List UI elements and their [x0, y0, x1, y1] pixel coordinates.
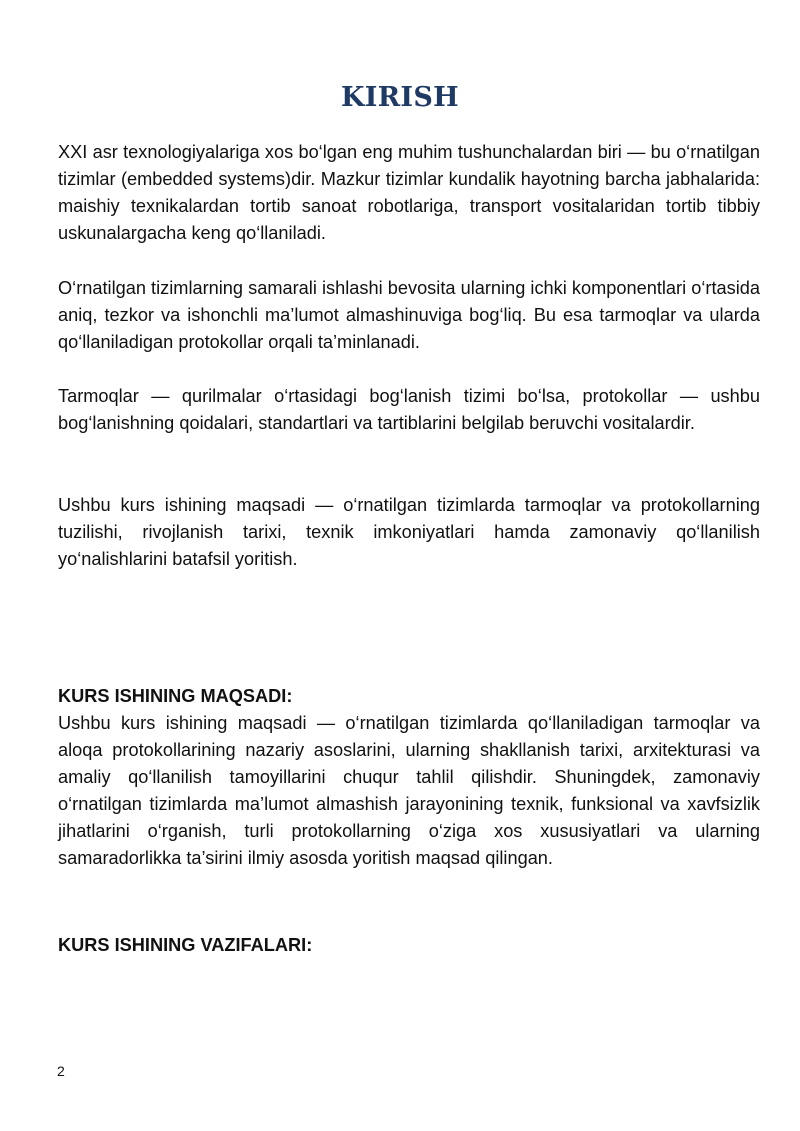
tasks-heading: KURS ISHINING VAZIFALARI: [58, 935, 313, 955]
goal-paragraph: Ushbu kurs ishining maqsadi — o‘rnatilgan tizimlarda qo‘llaniladigan tarmoqlar va aloqa protokollarining nazariy asoslarini, ularning shakllanish tarixi, arxitekturasi va amaliy qo‘llanilish tamoyillarini chuqur tahlil qilishdir. Shuningdek, zamonaviy o‘rnatilgan tizimlarda ma’lumot almashish jarayonining texnik, funksional va xavfsizlik jihatlarini o‘rganish, turli protokollarning o‘ziga xos xususiyatlari va ularning samaradorlikka ta’sirini ilmiy asosda yoritish maqsad qilingan. [58, 713, 760, 868]
intro-paragraph-4: Ushbu kurs ishining maqsadi — o‘rnatilgan tizimlarda tarmoqlar va protokollarning tuzilishi, rivojlanish tarixi, texnik imkoniyatlari hamda zamonaviy qo‘llanilish yo‘nalishlarini batafsil yoritish. [58, 495, 760, 569]
goal-heading: KURS ISHINING MAQSADI: [58, 686, 293, 706]
page-title: KIRISH [341, 82, 459, 113]
intro-paragraph-2: O‘rnatilgan tizimlarning samarali ishlashi bevosita ularning ichki komponentlari o‘rtasida aniq, tezkor va ishonchli ma’lumot almashinuviga bog‘liq. Bu esa tarmoqlar va ularda qo‘llaniladigan protokollar orqali ta’minlanadi. [58, 278, 760, 352]
page-number: 2 [57, 1063, 65, 1079]
intro-paragraph-1: XXI asr texnologiyalariga xos bo‘lgan eng muhim tushunchalardan biri — bu o‘rnatilgan tizimlar (embedded systems)dir. Mazkur tizimlar kundalik hayotning barcha jabhalarida: maishiy texnikalardan tortib sanoat robotlariga, transport vositalaridan tortib tibbiy uskunalargacha keng qo‘llaniladi. [58, 142, 760, 243]
intro-paragraph-3: Tarmoqlar — qurilmalar o‘rtasidagi bog‘lanish tizimi bo‘lsa, protokollar — ushbu bog‘lanishning qoidalari, standartlari va tartiblarini belgilab beruvchi vositalardir. [58, 386, 760, 433]
